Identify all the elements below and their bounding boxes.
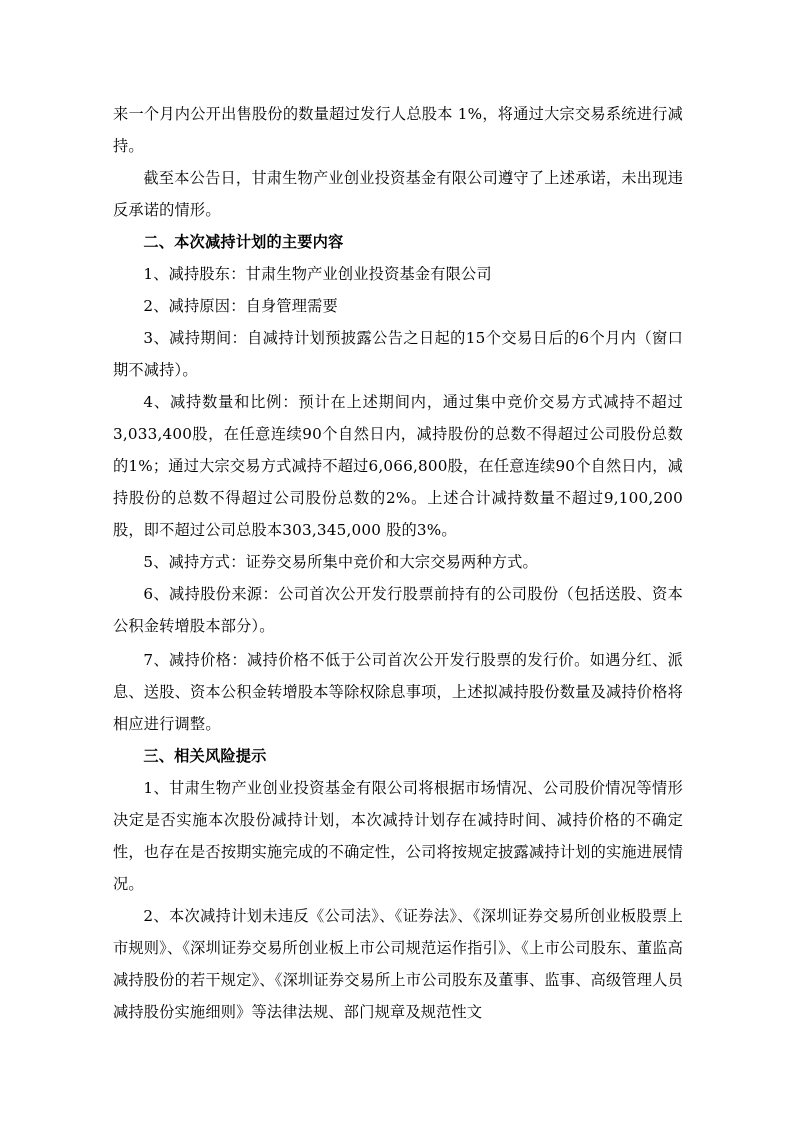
- paragraph-continued-pledge: 来一个月内公开出售股份的数量超过发行人总股本 1%，将通过大宗交易系统进行减持。: [113, 105, 683, 155]
- paragraph-item-5-method: 5、减持方式：证券交易所集中竞价和大宗交易两种方式。: [143, 553, 538, 571]
- paragraph-item-6-share-source: 6、减持股份来源：公司首次公开发行股票前持有的公司股份（包括送股、资本公积金转增股本部分）。: [113, 585, 683, 635]
- paragraph-risk-2: 2、本次减持计划未违反《公司法》、《证券法》、《深圳证券交易所创业板股票上市规则》、《深圳证券交易所创业板上市公司规范运作指引》、《上市公司股东、董监高减持股份的若干规定》、《深圳证券交易所上市公司股东及董事、监事、高级管理人员减持股份实施细则》等法律法规、部门规章及规范性文: [113, 907, 683, 1021]
- paragraph-compliance-statement: 截至本公告日，甘肃生物产业创业投资基金有限公司遵守了上述承诺，未出现违反承诺的情形。: [113, 169, 683, 219]
- paragraph-item-4-quantity-ratio: 4、减持数量和比例：预计在上述期间内，通过集中竞价交易方式减持不超过3,033,400股，在任意连续90个自然日内，减持股份的总数不得超过公司股份总数的1%；通过大宗交易方式减持不超过6,066,800股，在任意连续90个自然日内，减持股份的总数不得超过公司股份总数的2%。上述合计减持数量不超过9,100,200股，即不超过公司总股本303,345,000 股的3%。: [113, 393, 683, 539]
- paragraph-item-2-reason: 2、减持原因：自身管理需要: [143, 297, 338, 315]
- heading-section-three: 三、相关风险提示: [143, 747, 267, 765]
- page-body: [113, 98, 683, 1028]
- paragraph-item-3-period: 3、减持期间：自减持计划预披露公告之日起的15个交易日后的6个月内（窗口期不减持）。: [113, 329, 683, 379]
- paragraph-item-7-price: 7、减持价格：减持价格不低于公司首次公开发行股票的发行价。如遇分红、派息、送股、资本公积金转增股本等除权除息事项，上述拟减持股份数量及减持价格将相应进行调整。: [113, 651, 683, 733]
- heading-section-two: 二、本次减持计划的主要内容: [143, 233, 344, 251]
- paragraph-risk-1: 1、甘肃生物产业创业投资基金有限公司将根据市场情况、公司股价情况等情形决定是否实施本次股份减持计划，本次减持计划存在减持时间、减持价格的不确定性，也存在是否按期实施完成的不确定性，公司将按规定披露减持计划的实施进展情况。: [113, 779, 683, 893]
- paragraph-item-1-shareholder: 1、减持股东：甘肃生物产业创业投资基金有限公司: [143, 265, 492, 283]
